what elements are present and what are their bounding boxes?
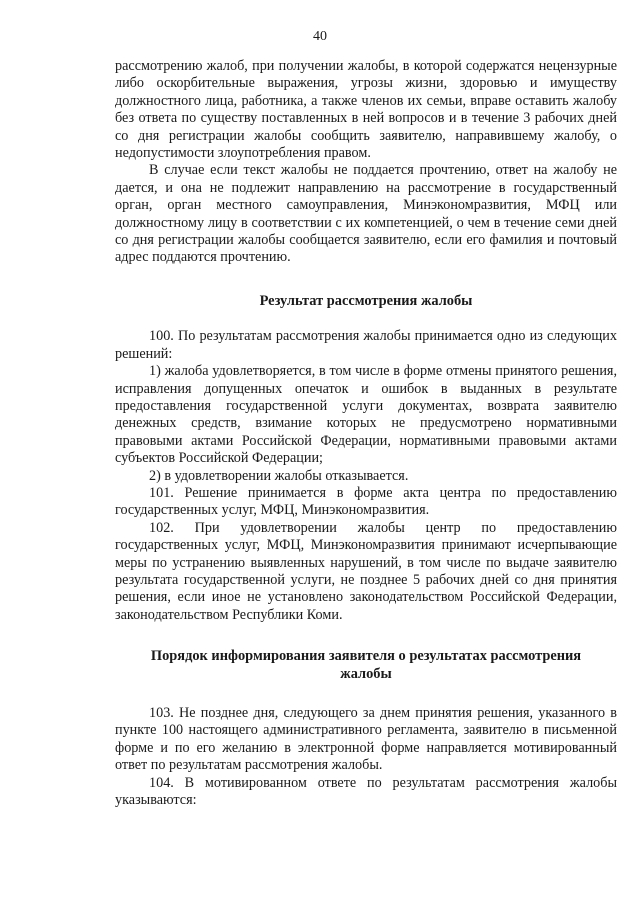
- section-heading-informing-line-1: Порядок информирования заявителя о результатах рассмотрения: [150, 648, 582, 665]
- paragraph-101: 101. Решение принимается в форме акта центра по предоставлению государственных услуг, МФЦ, Минэкономразвития.: [115, 484, 617, 519]
- paragraph-100: 100. По результатам рассмотрения жалобы принимается одно из следующих решений:: [115, 328, 617, 362]
- section-heading-informing-line-2: жалобы: [340, 665, 392, 682]
- page-number: 40: [313, 29, 327, 44]
- paragraph-102: 102. При удовлетворении жалобы центр по предоставлению государственных услуг, МФЦ, Минэкономразвития принимают исчерпывающие меры по устранению выявленных нарушений, в том числе по выдаче заявителю результата государственной услуги, не позднее 5 рабочих дней со дня принятия решения, если иное не установлено законодательством Российской Федерации, законодательством Республики Коми.: [115, 519, 617, 623]
- section-heading-informing: [115, 648, 617, 683]
- document-body: [115, 58, 617, 809]
- paragraph-100-item-1: 1) жалоба удовлетворяется, в том числе в форме отмены принятого решения, исправления допущенных опечаток и ошибок в выданных в результате предоставления государственной услуги документах, возврата заявителю денежных средств, взимание которых не предусмотрено нормативными правовыми актами Российской Федерации, нормативными правовыми актами субъектов Российской Федерации;: [115, 363, 617, 467]
- paragraph-103: 103. Не позднее дня, следующего за днем принятия решения, указанного в пункте 100 настоящего административного регламента, заявителю в письменной форме и по его желанию в электронной форме направляется мотивированный ответ по результатам рассмотрения жалобы.: [115, 705, 617, 774]
- section-heading-result: Результат рассмотрения жалобы: [259, 292, 473, 309]
- paragraph-complaint-abuse: рассмотрению жалоб, при получении жалобы, в которой содержатся нецензурные либо оскорбительные выражения, угрозы жизни, здоровью и имуществу должностного лица, работника, а также членов их семьи, вправе оставить жалобу без ответа по существу поставленных в ней вопросов и в течение 3 рабочих дней со дня регистрации жалобы сообщить заявителю, направившему жалобу, о недопустимости злоупотребления правом.: [115, 58, 617, 162]
- paragraph-unreadable-complaint: В случае если текст жалобы не поддается прочтению, ответ на жалобу не дается, и она не подлежит направлению на рассмотрение в государственный орган, орган местного самоуправления, Минэкономразвития, МФЦ или должностному лицу в соответствии с их компетенцией, о чем в течение семи дней со дня регистрации жалобы сообщается заявителю, если его фамилия и почтовый адрес поддаются прочтению.: [115, 162, 617, 266]
- paragraph-104: 104. В мотивированном ответе по результатам рассмотрения жалобы указываются:: [115, 774, 617, 809]
- paragraph-100-item-2: 2) в удовлетворении жалобы отказывается.: [149, 467, 409, 484]
